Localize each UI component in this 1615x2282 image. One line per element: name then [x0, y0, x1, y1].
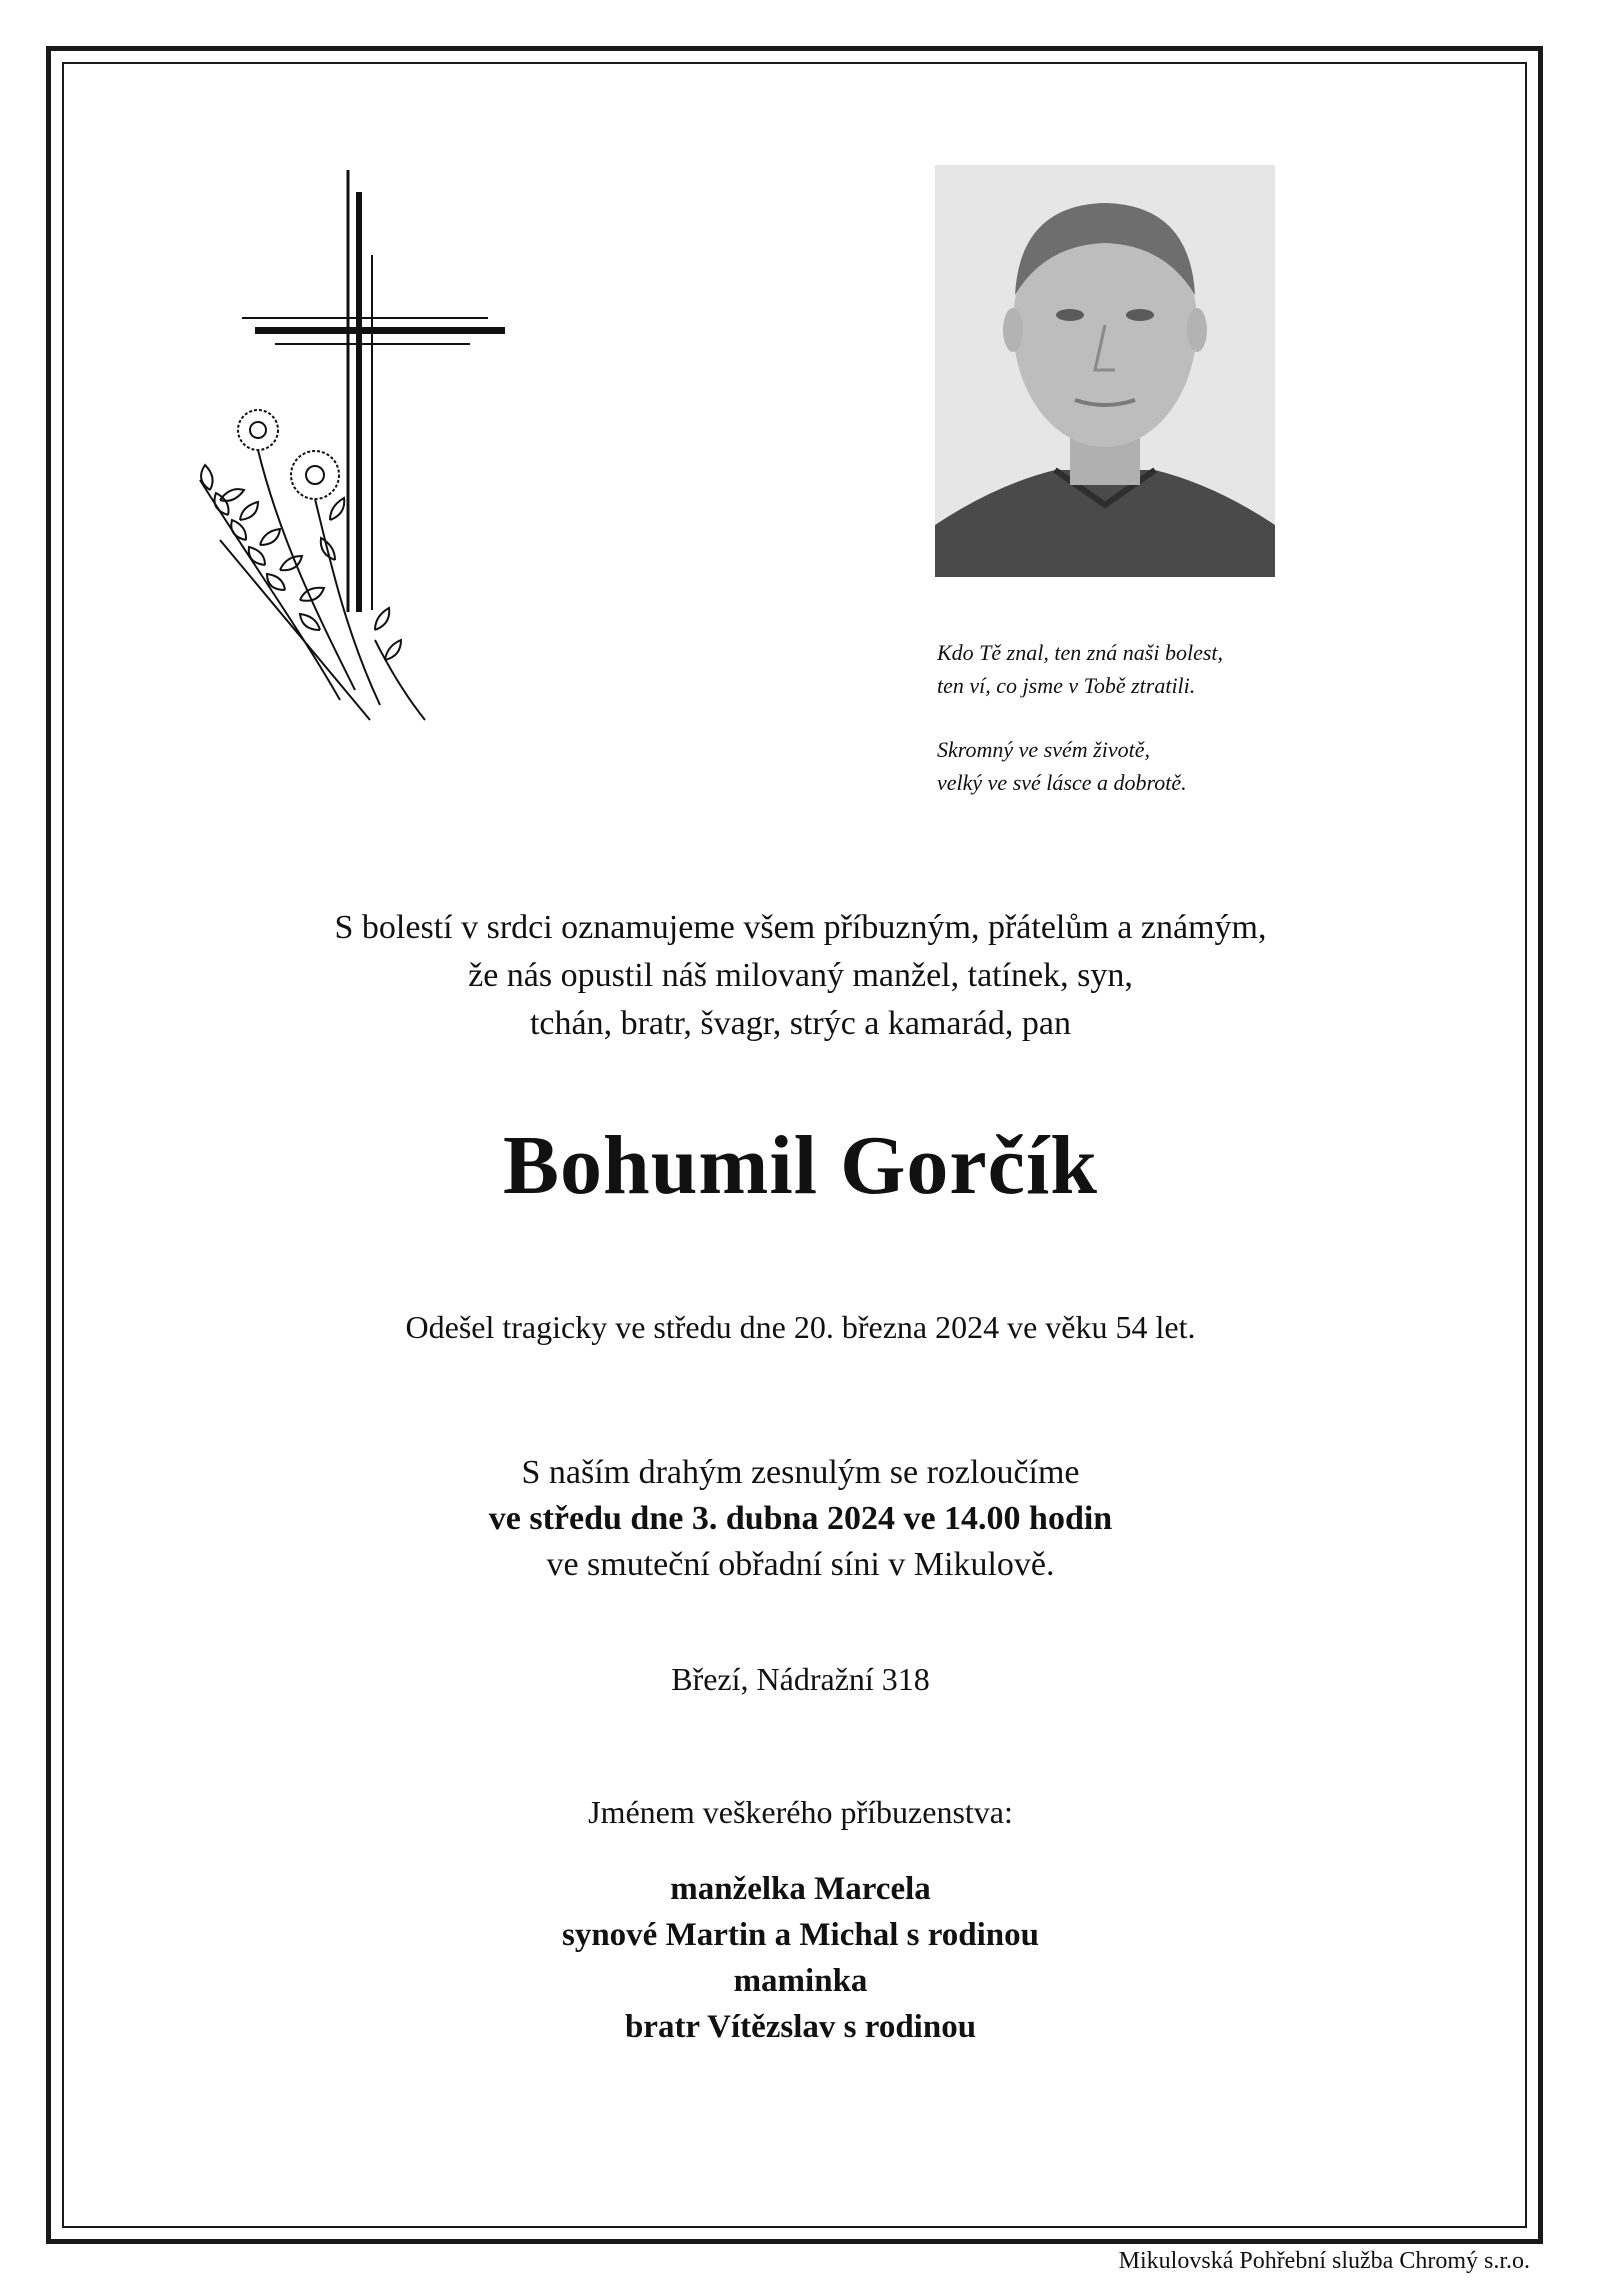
- intro-line: S bolestí v srdci oznamujeme všem příbuzným, přátelům a známým,: [334, 909, 1267, 946]
- farewell-datetime: ve středu dne 3. dubna 2024 ve 14.00 hodin: [488, 1500, 1113, 1537]
- cross-with-flowers-icon: [180, 160, 510, 740]
- quote-line: Skromný ve svém životě,: [937, 737, 1150, 762]
- relative-item: maminka: [733, 1963, 868, 1999]
- farewell-details: [70, 1450, 1531, 1588]
- relatives-heading: Jménem veškerého příbuzenstva:: [588, 1794, 1013, 1830]
- address: Březí, Nádražní 318: [671, 1661, 930, 1697]
- intro-line: tchán, bratr, švagr, strýc a kamarád, pan: [529, 1005, 1072, 1042]
- portrait-photo: [935, 165, 1275, 577]
- relatives-list: [70, 1866, 1531, 2050]
- relative-item: synové Martin a Michal s rodinou: [561, 1917, 1039, 1953]
- quote-line: ten ví, co jsme v Tobě ztratili.: [937, 673, 1196, 698]
- relative-item: manželka Marcela: [670, 1871, 931, 1907]
- quote-line: velký ve své lásce a dobrotě.: [937, 770, 1187, 795]
- death-notice: Odešel tragicky ve středu dne 20. března 2024 ve věku 54 let.: [405, 1309, 1196, 1345]
- memorial-quote: [937, 636, 1357, 799]
- deceased-name: Bohumil Gorčík: [502, 1119, 1099, 1212]
- farewell-place: ve smuteční obřadní síni v Mikulově.: [546, 1546, 1055, 1583]
- farewell-line: S naším drahým zesnulým se rozloučíme: [521, 1454, 1080, 1491]
- intro-line: že nás opustil náš milovaný manžel, tatínek, syn,: [468, 957, 1133, 994]
- announcement-intro: [70, 904, 1531, 1048]
- quote-line: Kdo Tě znal, ten zná naši bolest,: [937, 640, 1224, 665]
- relative-item: bratr Vítězslav s rodinou: [624, 2009, 977, 2045]
- funeral-service-footer: Mikulovská Pohřební služba Chromý s.r.o.: [1118, 2248, 1530, 2274]
